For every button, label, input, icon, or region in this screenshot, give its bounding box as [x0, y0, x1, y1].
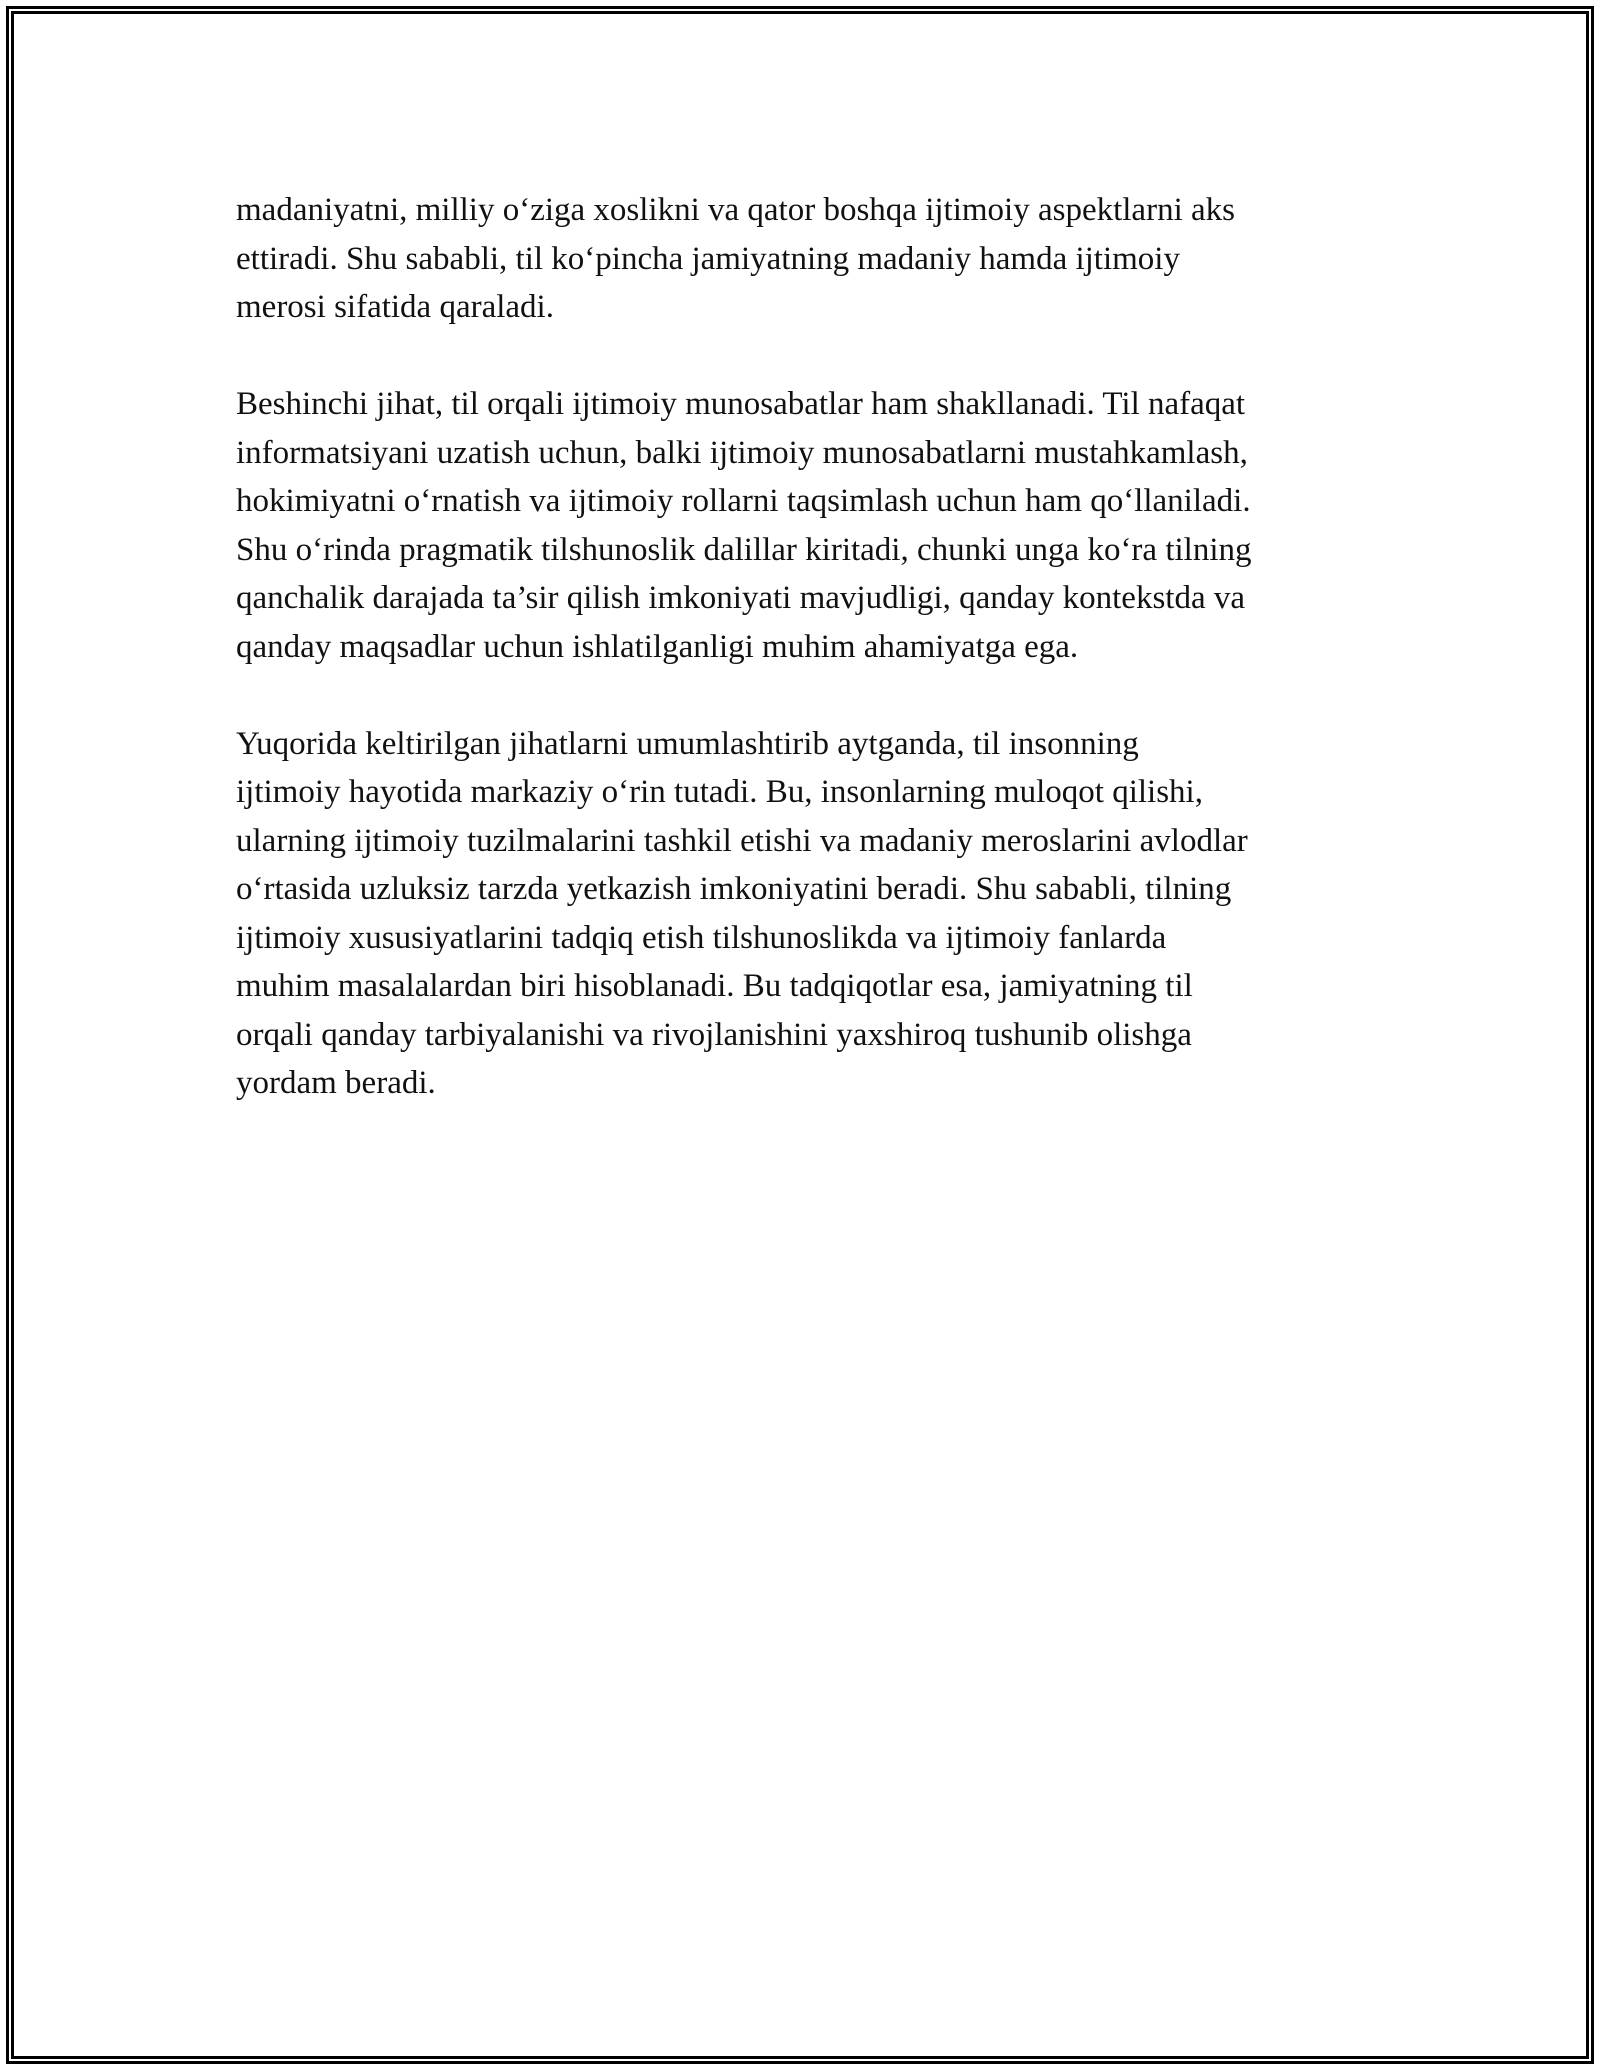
paragraph-3	[236, 720, 1386, 1108]
text-line: o‘rtasida uzluksiz tarzda yetkazish imkoniyatini beradi. Shu sababli, tilning	[236, 871, 1232, 907]
text-line: yordam beradi.	[236, 1065, 436, 1101]
text-line: qanchalik darajada ta’sir qilish imkoniyati mavjudligi, qanday kontekstda va	[236, 580, 1245, 616]
paragraph-1	[236, 186, 1386, 332]
text-line: orqali qanday tarbiyalanishi va rivojlanishini yaxshiroq tushunib olishga	[236, 1016, 1192, 1053]
paragraph-2	[236, 380, 1386, 671]
text-line: qanday maqsadlar uchun ishlatilganligi muhim ahamiyatga ega.	[236, 628, 1079, 665]
document-body	[236, 186, 1386, 1156]
text-line: muhim masalalardan biri hisoblanadi. Bu tadqiqotlar esa, jamiyatning til	[236, 968, 1193, 1004]
text-line: ularning ijtimoiy tuzilmalarini tashkil etishi va madaniy meroslarini avlodlar	[236, 822, 1248, 859]
text-line: merosi sifatida qaraladi.	[236, 289, 554, 325]
text-line: ijtimoiy xususiyatlarini tadqiq etish tilshunoslikda va ijtimoiy fanlarda	[236, 919, 1167, 956]
text-line: Yuqorida keltirilgan jihatlarni umumlashtirib aytganda, til insonning	[236, 725, 1139, 762]
text-line: hokimiyatni o‘rnatish va ijtimoiy rollarni taqsimlash uchun ham qo‘llaniladi.	[236, 483, 1251, 519]
text-line: informatsiyani uzatish uchun, balki ijtimoiy munosabatlarni mustahkamlash,	[236, 434, 1248, 471]
text-line: Beshinchi jihat, til orqali ijtimoiy munosabatlar ham shakllanadi. Til nafaqat	[236, 386, 1246, 422]
text-line: Shu o‘rinda pragmatik tilshunoslik dalillar kiritadi, chunki unga ko‘ra tilning	[236, 531, 1252, 568]
text-line: ijtimoiy hayotida markaziy o‘rin tutadi. Bu, insonlarning muloqot qilishi,	[236, 774, 1203, 810]
text-line: madaniyatni, milliy o‘ziga xoslikni va qator boshqa ijtimoiy aspektlarni aks	[236, 192, 1235, 228]
text-line: ettiradi. Shu sababli, til ko‘pincha jamiyatning madaniy hamda ijtimoiy	[236, 240, 1180, 277]
